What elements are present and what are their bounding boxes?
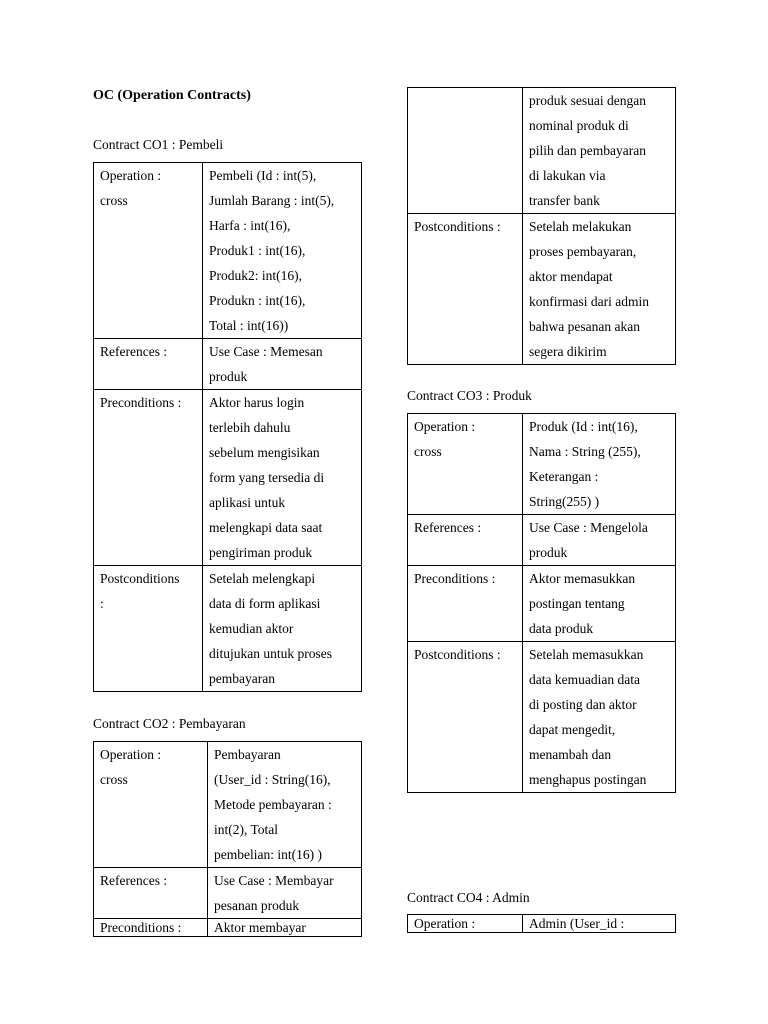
row-label-operation: Operation : (408, 915, 523, 933)
table-row (408, 214, 676, 365)
row-label-preconditions: Preconditions : (94, 390, 203, 566)
row-value-preconditions-continued: produk sesuai dengan nominal produk di pilih dan pembayaran di lakukan via transfer bank (523, 88, 676, 214)
row-value-preconditions: Aktor memasukkan postingan tentang data produk (523, 566, 676, 642)
row-label-preconditions: Preconditions : (94, 919, 208, 937)
row-value-references: Use Case : Membayar pesanan produk (208, 868, 362, 919)
table-row (94, 339, 362, 390)
row-label-operation: Operation : cross (94, 163, 203, 339)
contract-co4-table (407, 914, 676, 933)
contract-co2-continued-table (407, 87, 676, 365)
row-value-operation: Produk (Id : int(16), Nama : String (255), Keterangan : String(255) ) (523, 414, 676, 515)
row-value-preconditions: Aktor harus login terlebih dahulu sebelum mengisikan form yang tersedia di aplikasi untuk melengkapi data saat pengiriman produk (203, 390, 362, 566)
contract-co1-title: Contract CO1 : Pembeli (93, 137, 224, 152)
table-row (408, 566, 676, 642)
contract-co3-table (407, 413, 676, 793)
table-row (94, 742, 362, 868)
document-heading: OC (Operation Contracts) (93, 88, 251, 103)
row-value-postconditions: Setelah melengkapi data di form aplikasi kemudian aktor ditujukan untuk proses pembayaran (203, 566, 362, 692)
row-label-preconditions-continued (408, 88, 523, 214)
row-value-operation: Admin (User_id : (523, 915, 676, 933)
contract-co2-table (93, 741, 362, 937)
table-row (408, 642, 676, 793)
row-label-references: References : (94, 868, 208, 919)
row-value-operation: Pembeli (Id : int(5), Jumlah Barang : int(5), Harfa : int(16), Produk1 : int(16), Produk2: int(16), Produkn : int(16), Total : int(16)) (203, 163, 362, 339)
row-value-references: Use Case : Mengelola produk (523, 515, 676, 566)
table-row (408, 915, 676, 933)
table-row (408, 414, 676, 515)
row-value-postconditions: Setelah memasukkan data kemuadian data di posting dan aktor dapat mengedit, menambah dan menghapus postingan (523, 642, 676, 793)
contract-co2-title: Contract CO2 : Pembayaran (93, 716, 246, 731)
row-value-operation: Pembayaran (User_id : String(16), Metode pembayaran : int(2), Total pembelian: int(16) ) (208, 742, 362, 868)
row-label-preconditions: Preconditions : (408, 566, 523, 642)
row-value-preconditions: Aktor membayar (208, 919, 362, 937)
table-row (94, 566, 362, 692)
table-row (94, 163, 362, 339)
row-value-references: Use Case : Memesan produk (203, 339, 362, 390)
table-row (408, 515, 676, 566)
row-label-postconditions: Postconditions : (408, 214, 523, 365)
row-label-references: References : (94, 339, 203, 390)
row-label-postconditions: Postconditions : (408, 642, 523, 793)
row-label-references: References : (408, 515, 523, 566)
contract-co3-title: Contract CO3 : Produk (407, 388, 532, 403)
contract-co1-table (93, 162, 362, 692)
table-row (408, 88, 676, 214)
table-row (94, 868, 362, 919)
row-label-operation: Operation : cross (408, 414, 523, 515)
table-row (94, 390, 362, 566)
table-row (94, 919, 362, 937)
row-label-operation: Operation : cross (94, 742, 208, 868)
row-label-postconditions: Postconditions : (94, 566, 203, 692)
contract-co4-title: Contract CO4 : Admin (407, 890, 530, 905)
row-value-postconditions: Setelah melakukan proses pembayaran, aktor mendapat konfirmasi dari admin bahwa pesanan akan segera dikirim (523, 214, 676, 365)
